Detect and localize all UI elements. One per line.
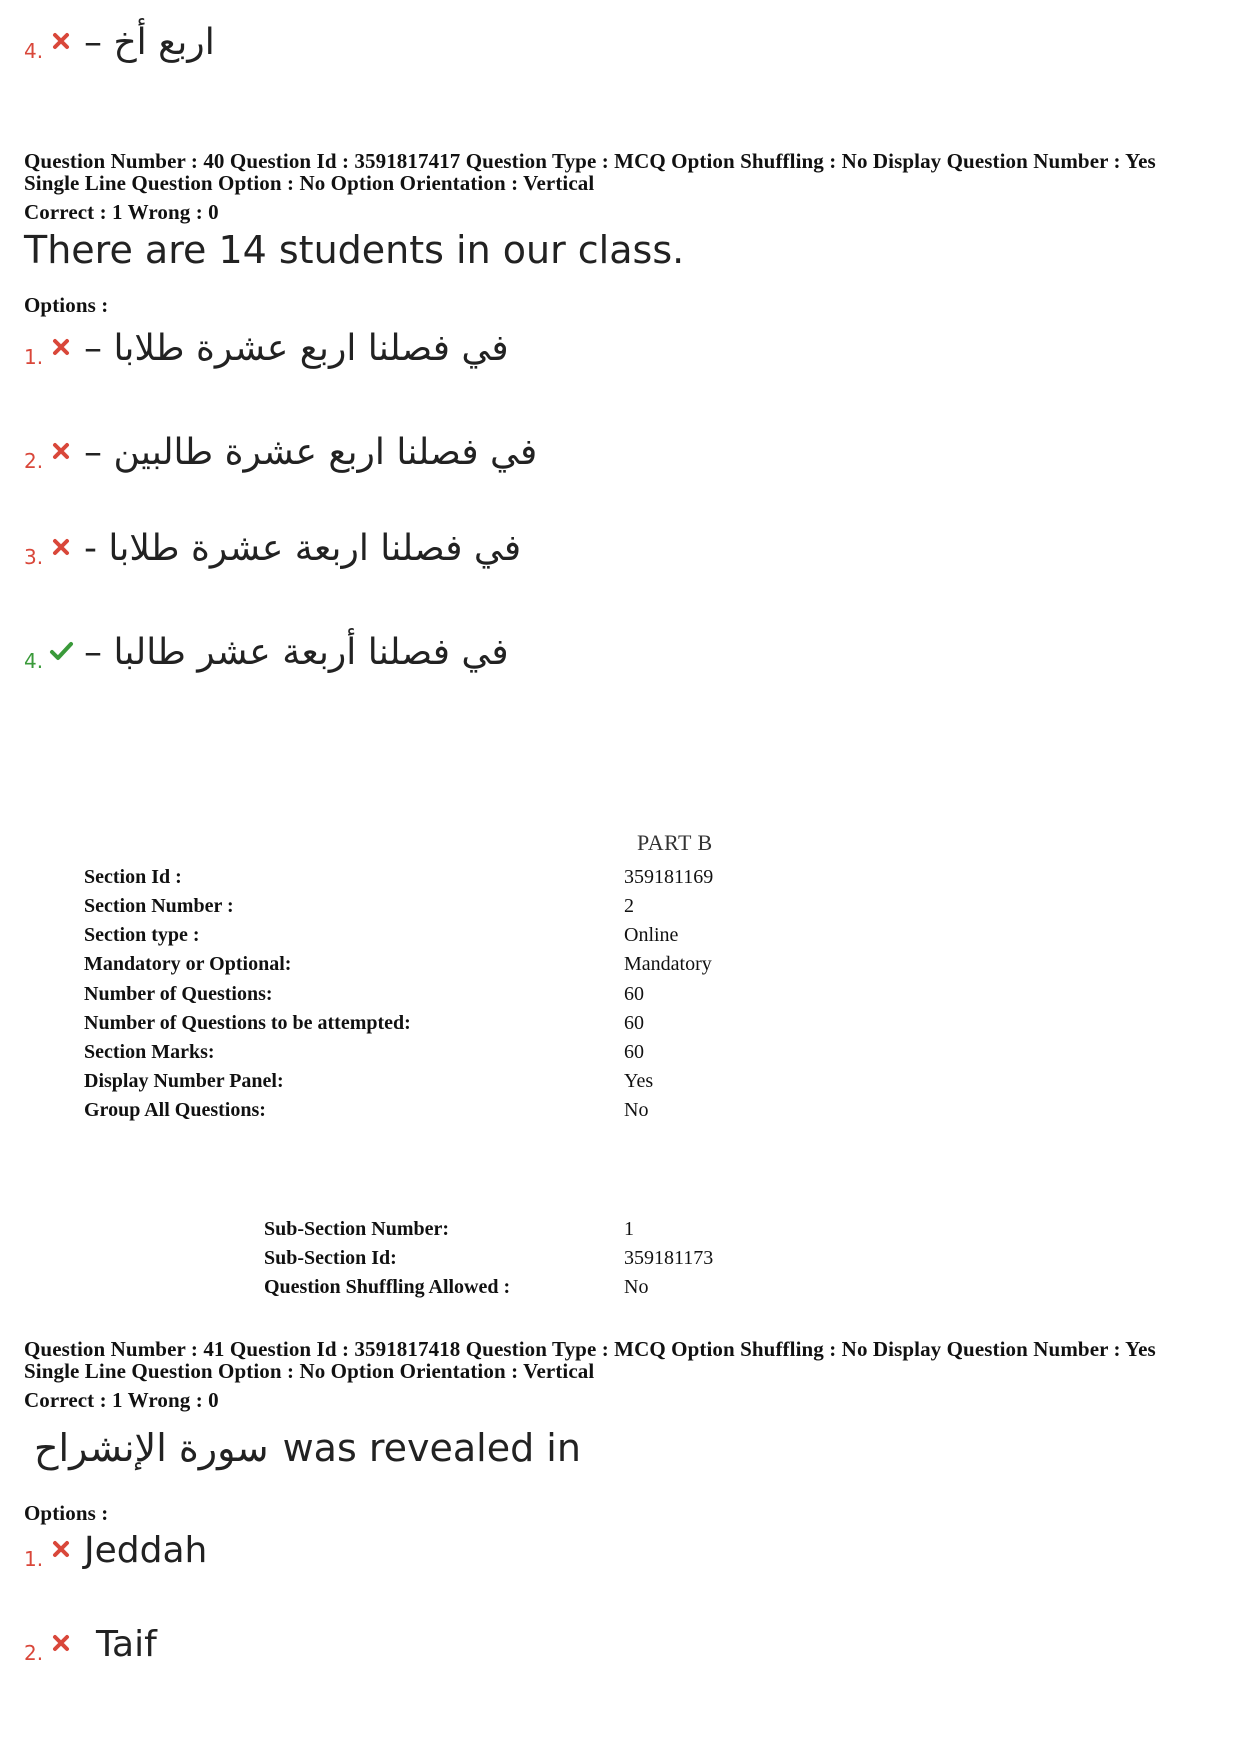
section-field-value: 60 [624, 1012, 644, 1034]
option-row [24, 1530, 207, 1571]
option-text: في فصلنا أربعة عشر طالبا – [84, 632, 509, 673]
section-field-value: 60 [624, 983, 644, 1005]
section-field-label: Mandatory or Optional: [84, 953, 292, 975]
section-field-label: Group All Questions: [84, 1099, 266, 1121]
section-field-value: Online [624, 924, 679, 946]
question-meta-line: Single Line Question Option : No Option Orientation : Vertical [24, 171, 595, 195]
section-field-label: Section type : [84, 924, 200, 946]
cross-icon [48, 1537, 74, 1561]
question-marks: Correct : 1 Wrong : 0 [24, 1388, 219, 1412]
question-meta-line: Question Number : 40 Question Id : 3591817417 Question Type : MCQ Option Shuffling : No Display Question Number : Yes [24, 149, 1156, 173]
subsection-field-label: Sub-Section Id: [264, 1247, 397, 1269]
option-row [24, 22, 215, 63]
subsection-field-value: 359181173 [624, 1247, 714, 1269]
question-meta-line: Question Number : 41 Question Id : 3591817418 Question Type : MCQ Option Shuffling : No Display Question Number : Yes [24, 1337, 1156, 1361]
option-number: 2. [24, 1641, 44, 1665]
option-text: Taif [96, 1624, 157, 1665]
cross-icon [48, 1631, 74, 1655]
option-text: في فصلنا اربع عشرة طالبين – [84, 432, 538, 473]
section-title: PART B [637, 830, 713, 855]
options-label: Options : [24, 1501, 109, 1525]
option-row [24, 528, 521, 569]
section-field-value: Yes [624, 1070, 654, 1092]
section-field-value: Mandatory [624, 953, 712, 975]
option-text: Jeddah [84, 1530, 208, 1571]
question-english-text: was revealed in [282, 1426, 581, 1470]
option-text: اربع أخ – [84, 22, 215, 63]
question-text: There are 14 students in our class. [24, 228, 685, 272]
question-text [34, 1426, 581, 1470]
option-row [24, 328, 509, 369]
question-marks: Correct : 1 Wrong : 0 [24, 200, 219, 224]
subsection-field-label: Question Shuffling Allowed : [264, 1276, 511, 1298]
section-field-value: 2 [624, 895, 634, 917]
subsection-field-value: 1 [624, 1218, 634, 1240]
options-label: Options : [24, 293, 109, 317]
question-arabic-text: سورة الإنشراح [34, 1426, 269, 1470]
option-number: 2. [24, 449, 44, 473]
option-text: في فصلنا اربعة عشرة طلابا - [84, 528, 522, 569]
section-field-value: No [624, 1099, 649, 1121]
cross-icon [48, 439, 74, 463]
option-number: 1. [24, 1547, 44, 1571]
subsection-field-label: Sub-Section Number: [264, 1218, 450, 1240]
section-field-label: Display Number Panel: [84, 1070, 284, 1092]
option-number: 4. [24, 649, 44, 673]
option-text: في فصلنا اربع عشرة طلابا – [84, 328, 509, 369]
section-field-label: Section Marks: [84, 1041, 215, 1063]
section-field-value: 359181169 [624, 866, 714, 888]
section-field-label: Section Id : [84, 866, 182, 888]
cross-icon [48, 335, 74, 359]
option-row [24, 1624, 157, 1665]
cross-icon [48, 535, 74, 559]
section-field-value: 60 [624, 1041, 644, 1063]
option-row [24, 432, 537, 473]
option-number: 3. [24, 545, 44, 569]
option-row [24, 632, 509, 673]
option-number: 1. [24, 345, 44, 369]
subsection-field-value: No [624, 1276, 649, 1298]
section-field-label: Section Number : [84, 895, 234, 917]
section-field-label: Number of Questions: [84, 983, 273, 1005]
section-field-label: Number of Questions to be attempted: [84, 1012, 411, 1034]
question-meta-line: Single Line Question Option : No Option Orientation : Vertical [24, 1359, 595, 1383]
option-number: 4. [24, 39, 44, 63]
cross-icon [48, 29, 74, 53]
check-icon [48, 639, 74, 663]
